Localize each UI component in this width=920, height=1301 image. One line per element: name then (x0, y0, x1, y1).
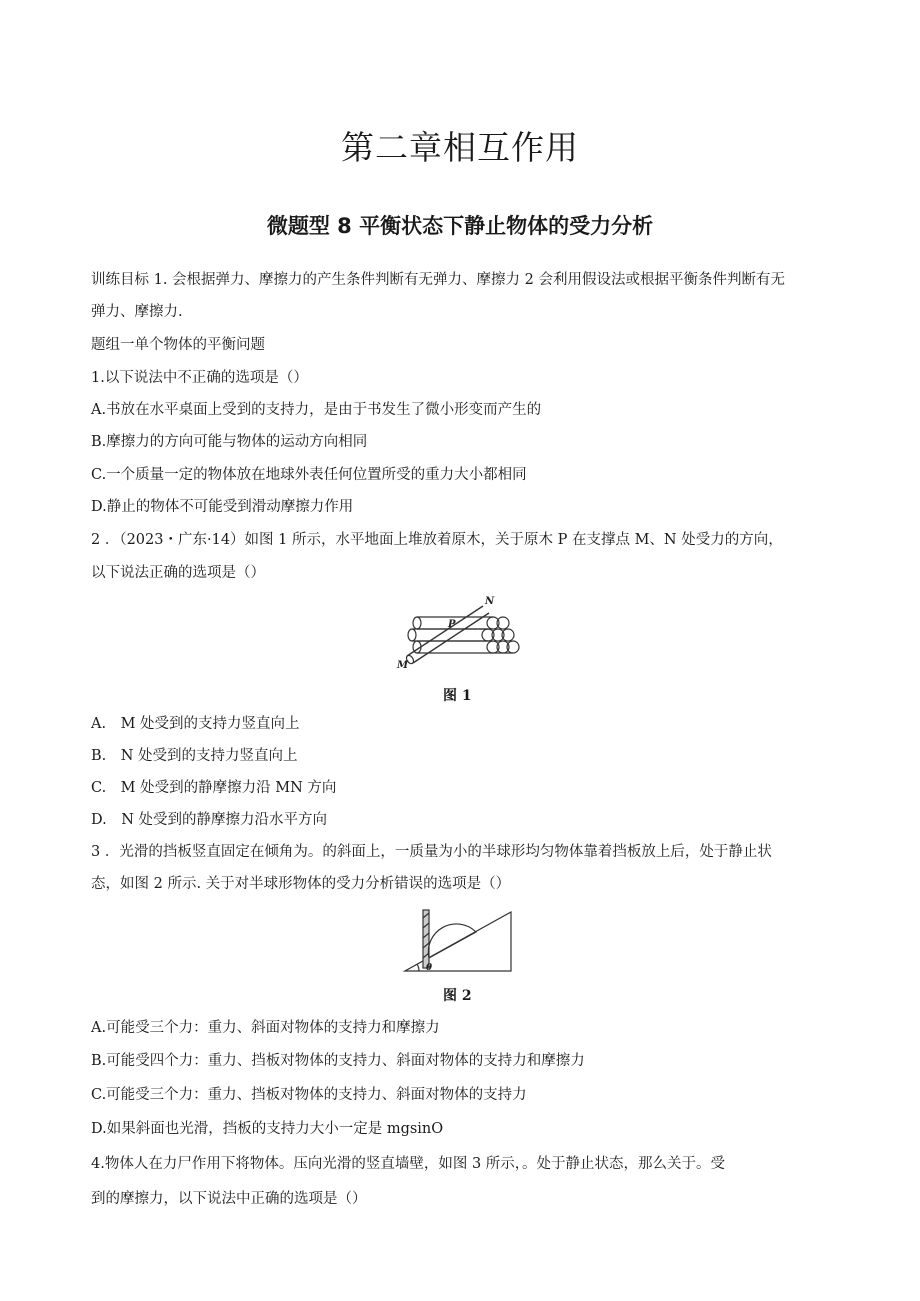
q1-option-a: A.书放在水平桌面上受到的支持力，是由于书发生了微小形变而产生的 (91, 402, 542, 418)
q2-option-b: B. N 处受到的支持力竖直向上 (91, 748, 298, 764)
q3-stem-line1: 3 ．光滑的挡板竖直固定在倾角为。的斜面上，一质量为小的半球形均匀物体靠着挡板放上后，处于静止状 (91, 844, 772, 860)
q4-stem-line2: 到的摩擦力，以下说法中正确的选项是（） (91, 1191, 367, 1207)
figure-2-caption: 图 2 (443, 988, 472, 1004)
q3-option-a: A.可能受三个力：重力、斜面对物体的支持力和摩擦力 (91, 1020, 440, 1036)
group-title: 题组一单个物体的平衡问题 (91, 337, 265, 353)
training-goal-line1: 训练目标 1. 会根据弹力、摩擦力的产生条件判断有无弹力、摩擦力 2 会利用假设法或根据平衡条件判断有无 (91, 272, 785, 288)
q1-option-c: C.一个质量一定的物体放在地球外表任何位置所受的重力大小都相同 (91, 467, 527, 483)
training-goal-line2: 弹力、摩擦力. (91, 304, 183, 320)
q3-stem-line2: 态，如图 2 所示. 关于对半球形物体的受力分析错误的选项是（） (91, 876, 511, 892)
figure-1-label-m: M (397, 660, 409, 670)
figure-2-label-theta: θ (426, 963, 433, 973)
figure-1-caption: 图 1 (443, 688, 472, 704)
figure-2-incline (403, 908, 515, 974)
figure-1-label-n: N (485, 596, 495, 607)
q4-stem-line1: 4.物体人在力尸作用下将物体。压向光滑的竖直墙壁，如图 3 所示，。处于静止状态，那么关于。受 (91, 1156, 726, 1172)
figure-1-log-pile (395, 592, 525, 670)
q2-stem-line1: 2 ．（2023・广东·14）如图 1 所示，水平地面上堆放着原木，关于原木 P 在支撑点 M、N 处受力的方向， (91, 532, 783, 548)
q3-option-b: B.可能受四个力：重力、挡板对物体的支持力、斜面对物体的支持力和摩擦力 (91, 1053, 585, 1069)
q2-option-a: A. M 处受到的支持力竖直向上 (91, 716, 300, 732)
section-title: 微题型 8 平衡状态下静止物体的受力分析 (266, 214, 654, 238)
q2-stem-line2: 以下说法正确的选项是（） (91, 565, 265, 581)
q1-stem: 1.以下说法中不正确的选项是（） (91, 370, 308, 386)
q1-option-d: D.静止的物体不可能受到滑动摩擦力作用 (91, 499, 354, 515)
q2-option-d: D. N 处受到的静摩擦力沿水平方向 (91, 812, 328, 828)
q1-option-b: B.摩擦力的方向可能与物体的运动方向相同 (91, 434, 368, 450)
chapter-title: 第二章相互作用 (341, 128, 579, 167)
q3-option-d: D.如果斜面也光滑，挡板的支持力大小一定是 mgsinO (91, 1121, 444, 1137)
figure-1-label-p: P (448, 619, 456, 630)
q2-option-c: C. M 处受到的静摩擦力沿 MN 方向 (91, 780, 337, 796)
q3-option-c: C.可能受三个力：重力、挡板对物体的支持力、斜面对物体的支持力 (91, 1087, 527, 1103)
